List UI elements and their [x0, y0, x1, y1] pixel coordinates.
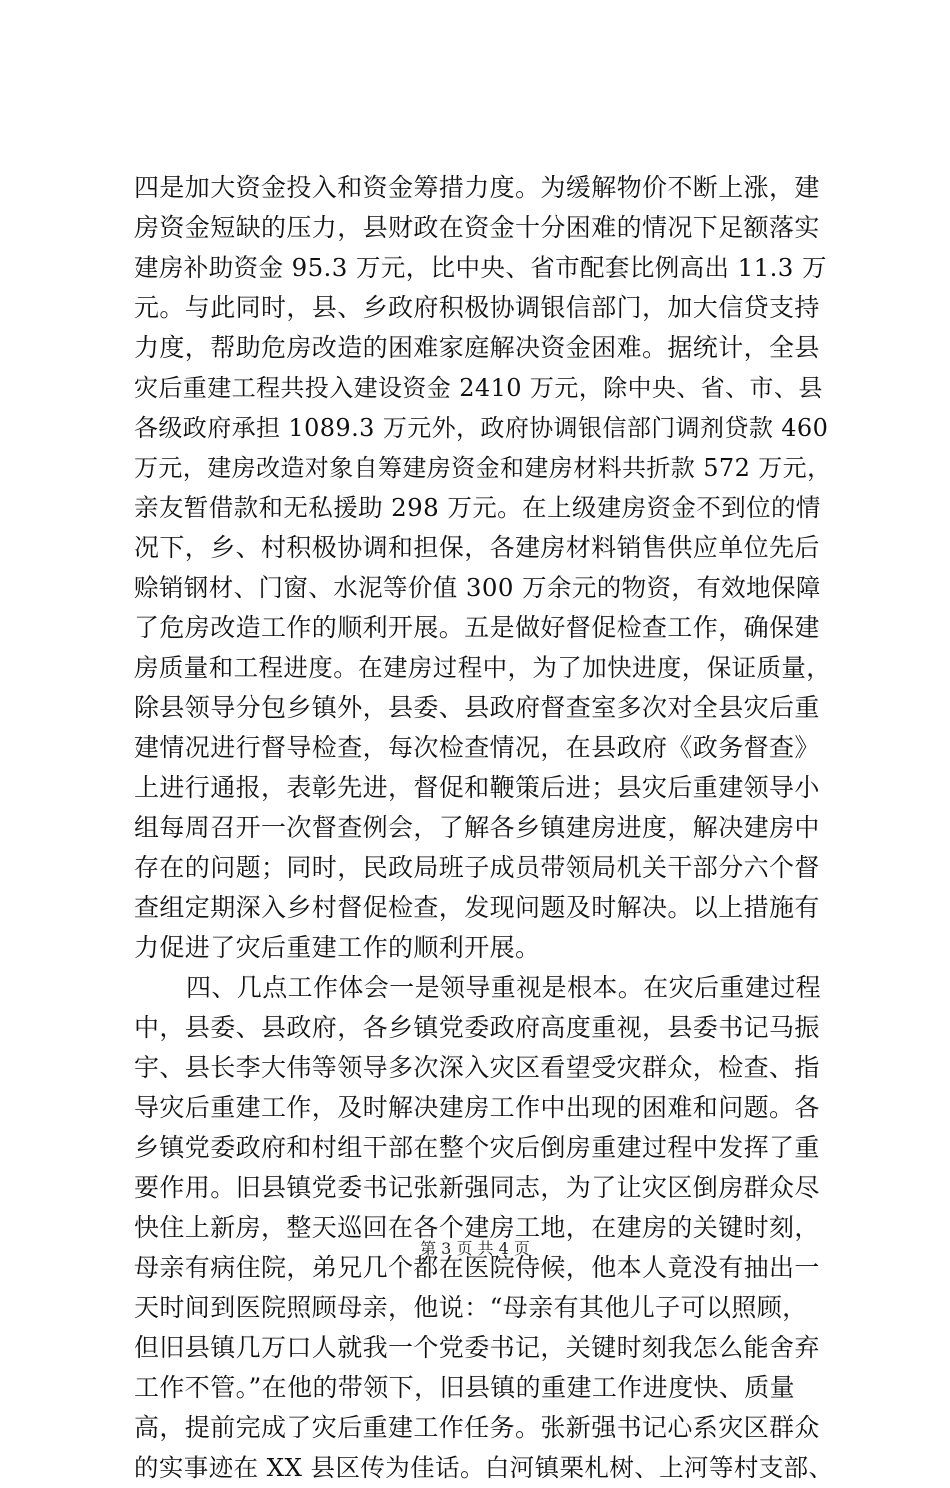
- body-text: [134, 168, 834, 1488]
- text-line: 除县领导分包乡镇外，县委、县政府督查室多次对全县灾后重: [134, 693, 820, 722]
- page-footer: 第 3 页 共 4 页: [420, 1239, 530, 1258]
- text-line: 建情况进行督导检查，每次检查情况，在县政府《政务督查》: [134, 733, 820, 762]
- text-line: 元。与此同时，县、乡政府积极协调银信部门，加大信贷支持: [134, 293, 820, 322]
- text-line: 房质量和工程进度。在建房过程中，为了加快进度，保证质量，: [134, 653, 832, 682]
- text-line: 组每周召开一次督查例会，了解各乡镇建房进度，解决建房中: [134, 813, 820, 842]
- text-line: 天时间到医院照顾母亲，他说：“母亲有其他儿子可以照顾，: [134, 1293, 808, 1322]
- text-line: 的实事迹在 XX 县区传为佳话。白河镇栗札树、上河等村支部、: [134, 1453, 834, 1482]
- text-line: 赊销钢材、门窗、水泥等价值 300 万余元的物资，有效地保障: [134, 573, 821, 602]
- text-line: 乡镇党委政府和村组干部在整个灾后倒房重建过程中发挥了重: [134, 1133, 820, 1162]
- text-line: 高，提前完成了灾后重建工作任务。张新强书记心系灾区群众: [134, 1413, 820, 1442]
- text-line: 灾后重建工程共投入建设资金 2410 万元，除中央、省、市、县: [134, 374, 823, 402]
- text-line: 工作不管。”在他的带领下，旧县镇的重建工作进度快、质量: [134, 1373, 796, 1402]
- text-line: 房资金短缺的压力，县财政在资金十分困难的情况下足额落实: [134, 213, 820, 242]
- text-line: 亲友暂借款和无私援助 298 万元。在上级建房资金不到位的情: [134, 493, 821, 522]
- text-line: 况下，乡、村积极协调和担保，各建房材料销售供应单位先后: [134, 533, 820, 562]
- text-line: 要作用。旧县镇党委书记张新强同志，为了让灾区倒房群众尽: [134, 1173, 820, 1202]
- text-line: 万元，建房改造对象自筹建房资金和建房材料共折款 572 万元，: [134, 454, 832, 482]
- text-line: 存在的问题；同时，民政局班子成员带领局机关干部分六个督: [134, 853, 820, 882]
- text-line: 四、几点工作体会一是领导重视是根本。在灾后重建过程: [186, 973, 822, 1002]
- text-line: 了危房改造工作的顺利开展。五是做好督促检查工作，确保建: [134, 613, 820, 642]
- text-line: 查组定期深入乡村督促检查，发现问题及时解决。以上措施有: [134, 893, 820, 922]
- text-line: 上进行通报，表彰先进，督促和鞭策后进；县灾后重建领导小: [134, 773, 820, 802]
- text-line: 中，县委、县政府，各乡镇党委政府高度重视，县委书记马振: [134, 1013, 820, 1042]
- text-line: 但旧县镇几万口人就我一个党委书记，关键时刻我怎么能舍弃: [134, 1333, 820, 1362]
- text-line: 各级政府承担 1089.3 万元外，政府协调银信部门调剂贷款 460: [134, 414, 829, 442]
- text-line: 快住上新房，整天巡回在各个建房工地，在建房的关键时刻，: [134, 1213, 820, 1242]
- text-line: 建房补助资金 95.3 万元，比中央、省市配套比例高出 11.3 万: [134, 253, 827, 282]
- text-line: 力促进了灾后重建工作的顺利开展。: [134, 933, 541, 962]
- text-line: 导灾后重建工作，及时解决建房工作中出现的困难和问题。各: [134, 1093, 820, 1122]
- text-line: 宇、县长李大伟等领导多次深入灾区看望受灾群众，检查、指: [134, 1053, 820, 1082]
- text-line: 母亲有病住院，弟兄几个都在医院侍候，他本人竟没有抽出一: [134, 1253, 820, 1282]
- text-line: 四是加大资金投入和资金筹措力度。为缓解物价不断上涨，建: [134, 173, 820, 202]
- text-line: 力度，帮助危房改造的困难家庭解决资金困难。据统计，全县: [134, 333, 820, 362]
